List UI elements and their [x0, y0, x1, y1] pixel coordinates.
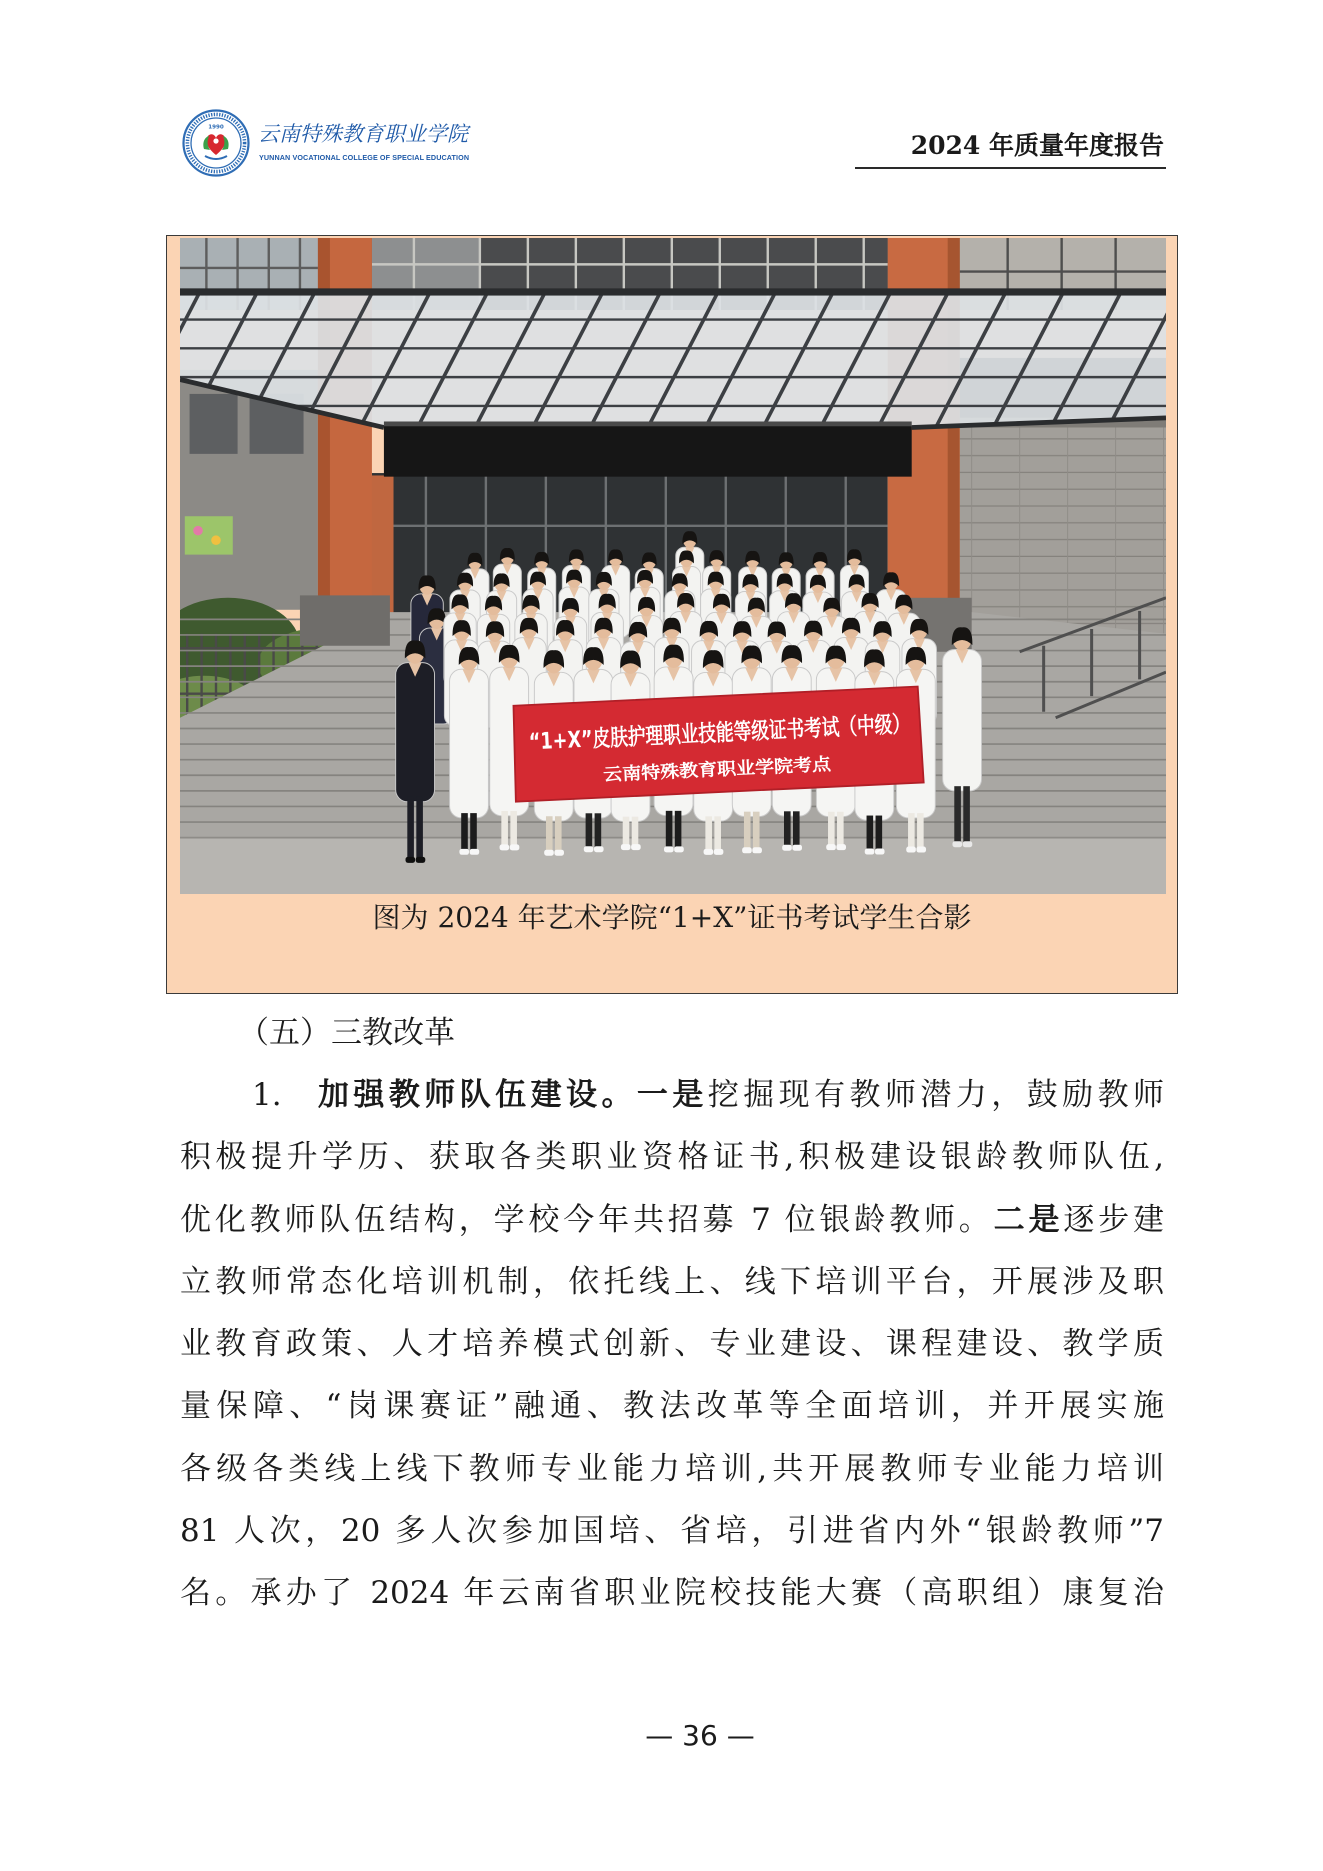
- item-title: 加强教师队伍建设。一是: [318, 1077, 708, 1113]
- line-text: [318, 1064, 1164, 1126]
- line-segment: 业教育政策、人才培养模式创新、专业建设、课程建设、教学质: [180, 1326, 1164, 1363]
- paragraph-line: [180, 1313, 1164, 1375]
- banner-title: “1+X”皮肤护理职业技能等级证书考试（中级）: [528, 706, 1022, 756]
- paragraph-line: [180, 1189, 1164, 1251]
- college-emblem-icon: [182, 109, 250, 177]
- item-number: 1.: [252, 1077, 282, 1113]
- paragraph-line: [180, 1126, 1164, 1188]
- group-photo: [180, 238, 1166, 894]
- banner-subtitle: 云南特殊教育职业学院考点: [602, 755, 813, 786]
- paragraph: [180, 1064, 1164, 1625]
- paragraph-line: [180, 1500, 1164, 1562]
- exam-banner: [513, 687, 1022, 802]
- line-segment: 名。承办了 2024 年云南省职业院校技能大赛（高职组）康复治: [180, 1575, 1164, 1612]
- line-segment: 各级各类线上线下教师专业能力培训,共开展教师专业能力培训: [180, 1450, 1164, 1487]
- figure-caption: 图为 2024 年艺术学院“1+X”证书考试学生合影: [372, 901, 972, 934]
- line-segment: 立教师常态化培训机制，依托线上、线下培训平台，开展涉及职: [180, 1263, 1164, 1300]
- paragraph-line: [180, 1438, 1164, 1500]
- emphasis-lead: 二是: [993, 1201, 1064, 1238]
- report-title: 2024 年质量年度报告: [910, 131, 1164, 160]
- paragraph-line: [180, 1562, 1164, 1624]
- line-segment: 逐步建: [1063, 1201, 1164, 1238]
- paragraph-line: [180, 1064, 1164, 1126]
- line-segment: 积极提升学历、获取各类职业资格证书,积极建设银龄教师队伍,: [180, 1139, 1164, 1176]
- emblem-year: 1990: [208, 124, 224, 131]
- line-segment: 81 人次，20 多人次参加国培、省培，引进省内外“银龄教师”7: [180, 1513, 1164, 1550]
- paragraph-line: [180, 1251, 1164, 1313]
- college-name-english: YUNNAN VOCATIONAL COLLEGE OF SPECIAL EDUCATION: [259, 153, 470, 162]
- line-segment: 量保障、“岗课赛证”融通、教法改革等全面培训，并开展实施: [180, 1388, 1164, 1425]
- page-number: — 36 —: [645, 1719, 755, 1752]
- section-heading: （五）三教改革: [238, 1015, 455, 1051]
- line-segment: 优化教师队伍结构，学校今年共招募 7 位银龄教师。: [180, 1201, 994, 1238]
- paragraph-line: [180, 1375, 1164, 1437]
- header-divider: [855, 167, 1166, 169]
- line-segment: 挖掘现有教师潜力，鼓励教师: [707, 1077, 1164, 1113]
- college-name-logo: 云南特殊教育职业学院: [258, 122, 468, 146]
